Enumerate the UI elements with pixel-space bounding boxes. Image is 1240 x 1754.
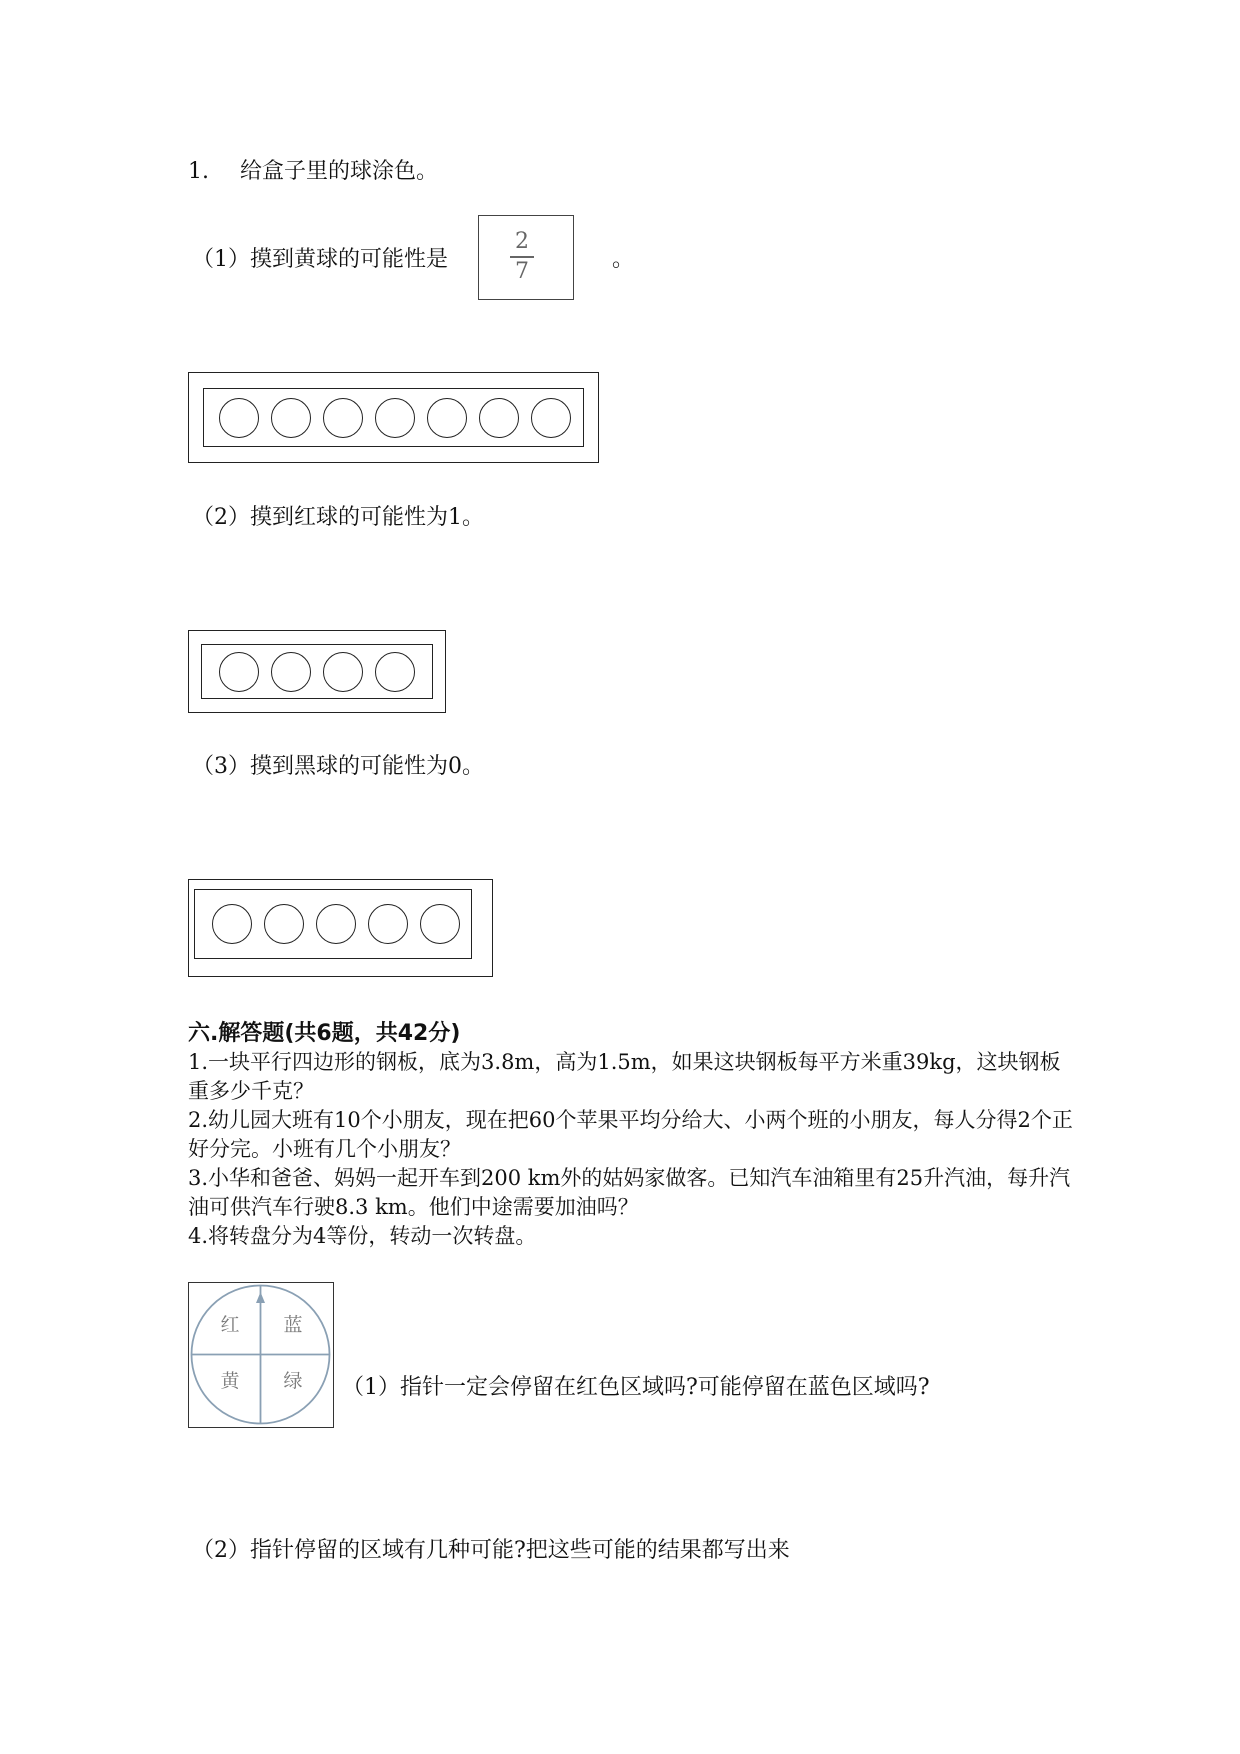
- question-text: 给盒子里的球涂色。: [240, 159, 439, 184]
- part1-period: 。: [612, 247, 635, 272]
- segment-yellow: 黄: [220, 1370, 240, 1392]
- spinner-figure: [188, 1282, 334, 1428]
- fraction: [510, 230, 534, 284]
- spinner-question-2: （2）指针停留的区域有几种可能?把这些可能的结果都写出来: [192, 1538, 790, 1563]
- ball[interactable]: [375, 398, 415, 438]
- problem-list: [188, 1048, 1078, 1251]
- ball[interactable]: [264, 904, 304, 944]
- ball[interactable]: [323, 398, 363, 438]
- pointer-arrow-icon: [256, 1292, 265, 1303]
- ball[interactable]: [219, 652, 259, 692]
- fraction-bar: [510, 256, 534, 258]
- question-1: [188, 154, 438, 185]
- section-title: 六.解答题(共6题，共42分): [188, 1021, 461, 1046]
- ball[interactable]: [271, 652, 311, 692]
- problem-2: 2.幼儿园大班有10个小朋友，现在把60个苹果平均分给大、小两个班的小朋友，每人分得2个正好分完。小班有几个小朋友？: [188, 1108, 1073, 1161]
- fraction-numerator: 2: [515, 229, 529, 254]
- ball[interactable]: [427, 398, 467, 438]
- ball-box-2-inner: [201, 644, 433, 699]
- answer-box: [478, 215, 574, 300]
- segment-green: 绿: [283, 1370, 303, 1392]
- ball[interactable]: [531, 398, 571, 438]
- ball[interactable]: [212, 904, 252, 944]
- spinner-question-1: （1）指针一定会停留在红色区域吗?可能停留在蓝色区域吗?: [342, 1375, 930, 1400]
- ball[interactable]: [479, 398, 519, 438]
- ball-box-3-inner: [194, 889, 472, 959]
- spinner-diagram: [189, 1283, 332, 1426]
- question-number: 1.: [188, 159, 209, 184]
- ball[interactable]: [375, 652, 415, 692]
- ball[interactable]: [219, 398, 259, 438]
- ball[interactable]: [316, 904, 356, 944]
- part3-label: （3）摸到黑球的可能性为0。: [192, 754, 484, 779]
- problem-3: 3.小华和爸爸、妈妈一起开车到200 km外的姑妈家做客。已知汽车油箱里有25升汽油，每升汽油可供汽车行驶8.3 km。他们中途需要加油吗？: [188, 1166, 1071, 1219]
- segment-red: 红: [220, 1314, 240, 1336]
- ball[interactable]: [420, 904, 460, 944]
- segment-blue: 蓝: [283, 1314, 303, 1336]
- fraction-denominator: 7: [515, 258, 529, 284]
- ball-box-1: [188, 372, 599, 463]
- problem-1: 1.一块平行四边形的钢板，底为3.8m，高为1.5m，如果这块钢板每平方米重39kg，这块钢板重多少千克？: [188, 1050, 1061, 1103]
- part2-label: （2）摸到红球的可能性为1。: [192, 505, 484, 530]
- ball-box-3: [188, 879, 493, 977]
- part1-label: （1）摸到黄球的可能性是: [192, 247, 448, 272]
- ball-box-2: [188, 630, 446, 713]
- ball-box-1-inner: [203, 388, 584, 447]
- ball[interactable]: [271, 398, 311, 438]
- problem-4: 4.将转盘分为4等份，转动一次转盘。: [188, 1224, 537, 1248]
- ball[interactable]: [368, 904, 408, 944]
- ball[interactable]: [323, 652, 363, 692]
